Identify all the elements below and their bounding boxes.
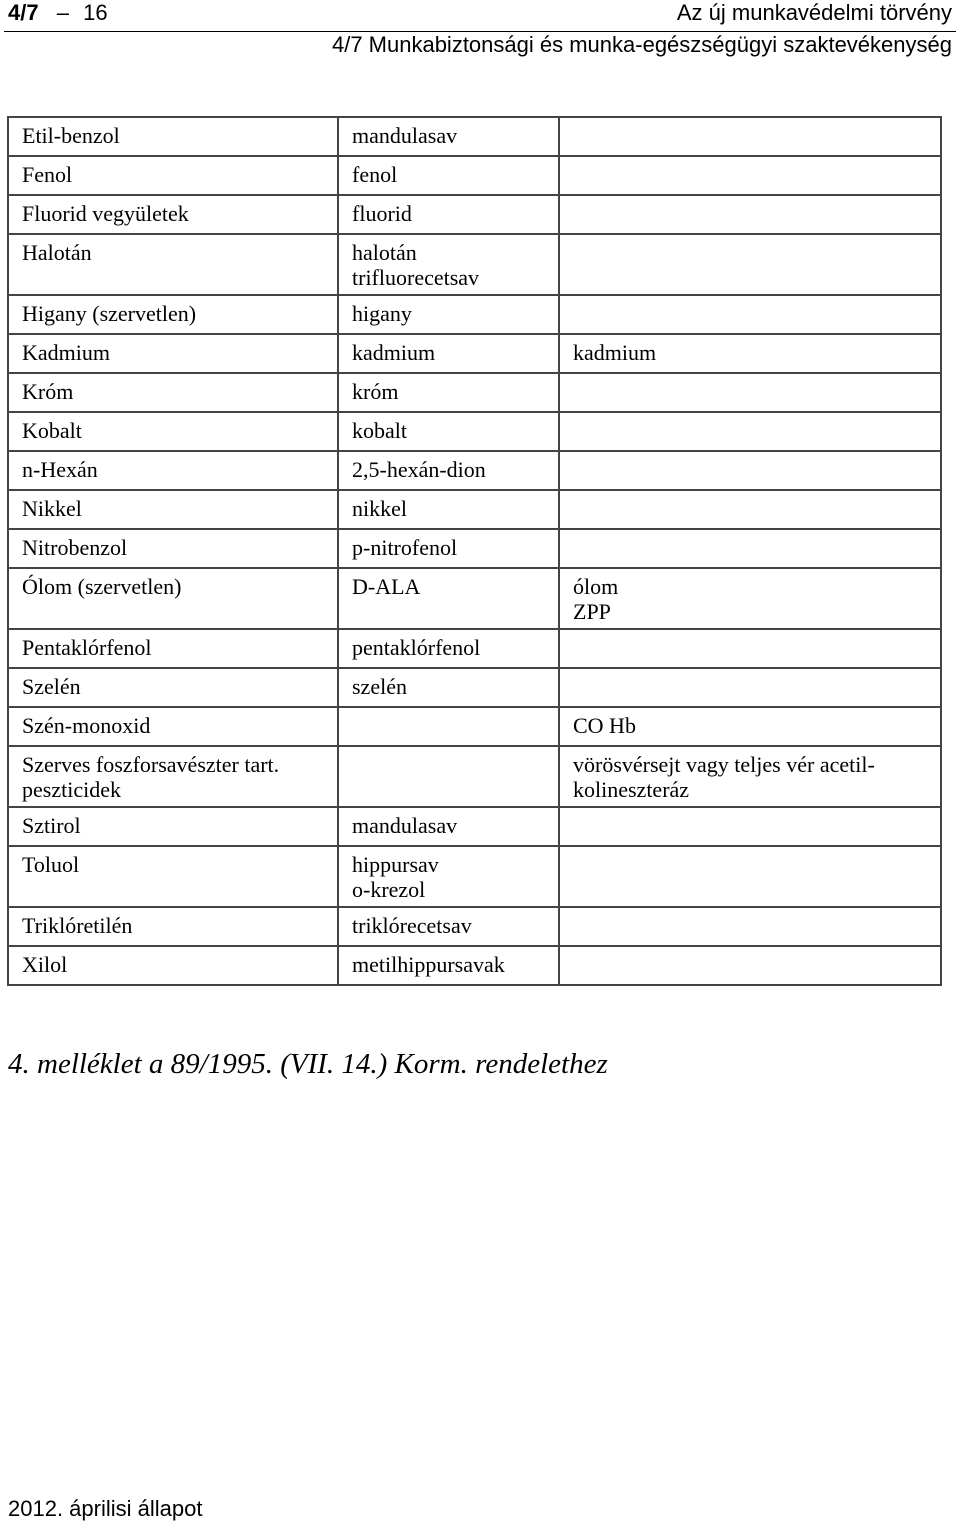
- substance-cell: Króm: [8, 373, 338, 412]
- urine-marker: 2,5-hexán-dion: [352, 457, 486, 482]
- blood-marker-cell: [559, 707, 941, 746]
- urine-marker: pentaklórfenol: [352, 635, 481, 660]
- edition-footer: 2012. áprilisi állapot: [8, 1496, 203, 1521]
- substance-cell: Ólom (szervetlen): [8, 568, 338, 629]
- blood-marker-cell: [559, 946, 941, 985]
- urine-marker: higany: [352, 301, 412, 326]
- substance-cell: Kadmium: [8, 334, 338, 373]
- blood-marker-cell: [559, 234, 941, 295]
- substance-cell: Xilol: [8, 946, 338, 985]
- urine-marker-cell: [338, 846, 559, 907]
- substance-cell: Fenol: [8, 156, 338, 195]
- blood-marker-cell: [559, 490, 941, 529]
- running-header-left: [8, 0, 108, 26]
- section-title: 4/7 Munkabiztonsági és munka-egészségügyi szaktevékenység: [331, 32, 952, 57]
- urine-marker: króm: [352, 379, 399, 404]
- table-row: [8, 529, 941, 568]
- blood-marker-cell: [559, 412, 941, 451]
- urine-marker-cell: [338, 412, 559, 451]
- substance-cell: Nikkel: [8, 490, 338, 529]
- blood-marker-cell: [559, 568, 941, 629]
- urine-marker: D-ALA: [352, 574, 421, 599]
- urine-marker: p-nitrofenol: [352, 535, 458, 560]
- table-row: [8, 334, 941, 373]
- table-row: [8, 295, 941, 334]
- table-row: [8, 412, 941, 451]
- table-row: [8, 234, 941, 295]
- blood-marker-cell: [559, 846, 941, 907]
- urine-marker: o-krezol: [352, 877, 426, 902]
- substance-cell: Pentaklórfenol: [8, 629, 338, 668]
- blood-marker-cell: [559, 807, 941, 846]
- table-row: [8, 807, 941, 846]
- urine-marker-cell: [338, 451, 559, 490]
- substance-cell: Higany (szervetlen): [8, 295, 338, 334]
- urine-marker-cell: [338, 529, 559, 568]
- substance-cell: Nitrobenzol: [8, 529, 338, 568]
- urine-marker-cell: [338, 195, 559, 234]
- blood-marker: kadmium: [573, 340, 657, 365]
- substance-cell: Halotán: [8, 234, 338, 295]
- urine-marker: kadmium: [352, 340, 436, 365]
- table-row: [8, 568, 941, 629]
- urine-marker: triklórecetsav: [352, 913, 472, 938]
- urine-marker-cell: [338, 907, 559, 946]
- blood-marker: CO Hb: [573, 713, 636, 738]
- blood-marker: ZPP: [573, 599, 611, 624]
- urine-marker: fluorid: [352, 201, 412, 226]
- urine-marker-cell: [338, 629, 559, 668]
- urine-marker-cell: [338, 946, 559, 985]
- substance-cell: Triklóretilén: [8, 907, 338, 946]
- blood-marker-cell: [559, 746, 941, 807]
- blood-marker: ólom: [573, 574, 619, 599]
- annex-caption: 4. melléklet a 89/1995. (VII. 14.) Korm. rendelethez: [8, 1048, 608, 1080]
- urine-marker-cell: [338, 668, 559, 707]
- urine-marker: kobalt: [352, 418, 407, 443]
- substance-cell: Etil-benzol: [8, 117, 338, 156]
- urine-marker-cell: [338, 707, 559, 746]
- urine-marker: szelén: [352, 674, 407, 699]
- book-title: Az új munkavédelmi törvény: [676, 0, 952, 25]
- urine-marker-cell: [338, 373, 559, 412]
- blood-marker-cell: [559, 334, 941, 373]
- urine-marker-cell: [338, 234, 559, 295]
- table-row: [8, 373, 941, 412]
- blood-marker-cell: [559, 907, 941, 946]
- urine-marker-cell: [338, 807, 559, 846]
- blood-marker-cell: [559, 117, 941, 156]
- urine-marker-cell: [338, 334, 559, 373]
- table-row: [8, 907, 941, 946]
- blood-marker-cell: [559, 668, 941, 707]
- blood-marker-cell: [559, 451, 941, 490]
- substance-cell: n-Hexán: [8, 451, 338, 490]
- urine-marker: mandulasav: [352, 813, 458, 838]
- urine-marker-cell: [338, 746, 559, 807]
- table-row: [8, 946, 941, 985]
- substance-cell: Fluorid vegyületek: [8, 195, 338, 234]
- table-row: [8, 707, 941, 746]
- urine-marker: trifluorecetsav: [352, 265, 480, 290]
- blood-marker-cell: [559, 195, 941, 234]
- urine-marker: halotán: [352, 240, 417, 265]
- blood-marker-cell: [559, 295, 941, 334]
- table-row: [8, 490, 941, 529]
- table-row: [8, 668, 941, 707]
- urine-marker-cell: [338, 156, 559, 195]
- biomonitoring-table: [7, 116, 942, 986]
- page-number: 16: [83, 0, 108, 25]
- urine-marker-cell: [338, 568, 559, 629]
- substance-cell: Sztirol: [8, 807, 338, 846]
- urine-marker-cell: [338, 117, 559, 156]
- substance-cell: Szerves foszforsavészter tart. peszticidek: [8, 746, 338, 807]
- urine-marker: nikkel: [352, 496, 407, 521]
- substance-cell: Szén-monoxid: [8, 707, 338, 746]
- blood-marker-cell: [559, 156, 941, 195]
- substance-cell: Szelén: [8, 668, 338, 707]
- blood-marker: vörösvérsejt vagy teljes vér acetil-kolineszteráz: [573, 752, 875, 802]
- urine-marker: hippursav: [352, 852, 439, 877]
- table-row: [8, 846, 941, 907]
- page-reference: 4/7: [8, 0, 39, 25]
- substance-cell: Kobalt: [8, 412, 338, 451]
- blood-marker-cell: [559, 629, 941, 668]
- table-row: [8, 117, 941, 156]
- urine-marker-cell: [338, 490, 559, 529]
- urine-marker: metilhippursavak: [352, 952, 505, 977]
- blood-marker-cell: [559, 373, 941, 412]
- table-row: [8, 451, 941, 490]
- blood-marker-cell: [559, 529, 941, 568]
- urine-marker: mandulasav: [352, 123, 458, 148]
- table-row: [8, 746, 941, 807]
- urine-marker: fenol: [352, 162, 398, 187]
- substance-cell: Toluol: [8, 846, 338, 907]
- table-row: [8, 156, 941, 195]
- header-dash: –: [56, 0, 69, 25]
- table-row: [8, 629, 941, 668]
- table-row: [8, 195, 941, 234]
- urine-marker-cell: [338, 295, 559, 334]
